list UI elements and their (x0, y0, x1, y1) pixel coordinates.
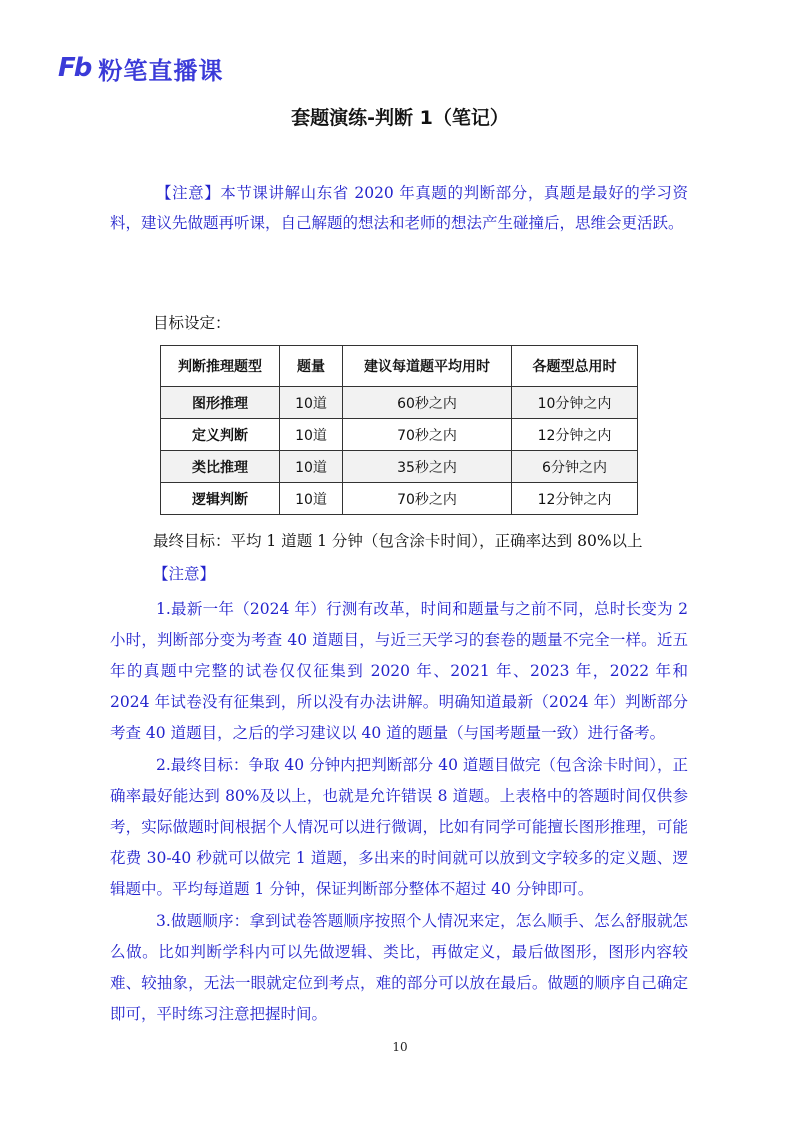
table-cell: 10分钟之内 (512, 387, 638, 419)
table-cell: 70秒之内 (343, 419, 512, 451)
note-item: 3.做题顺序：拿到试卷答题顺序按照个人情况来定，怎么顺手、怎么舒服就怎么做。比如判断学科内可以先做逻辑、类比，再做定义，最后做图形，图形内容较难、较抽象，无法一眼就定位到考点，难的部分可以放在最后。做题的顺序自己确定即可，平时练习注意把握时间。 (110, 912, 688, 1023)
logo-mark: Fb (58, 53, 91, 83)
table-cell: 10道 (280, 419, 343, 451)
table-cell: 35秒之内 (343, 451, 512, 483)
table-cell: 60秒之内 (343, 387, 512, 419)
table-row (161, 483, 638, 515)
page-number: 10 (392, 1040, 408, 1054)
table-header-row (161, 346, 638, 387)
table-cell: 70秒之内 (343, 483, 512, 515)
note-item: 1.最新一年（2024 年）行测有改革，时间和题量与之前不同，总时长变为 2 小时，判断部分变为考查 40 道题目，与近三天学习的套卷的题量不完全一样。近五年的真题中完整的试卷仅仅征集到 2020 年、2021 年、2023 年，2022 年和 2024 年试卷没有征集到，所以没有办法讲解。明确知道最新（2024 年）判断部分考查 40 道题目，之后的学习建议以 40 道的题量（与国考题量一致）进行备考。 (110, 600, 688, 742)
page-title: 套题演练-判断 1（笔记） (291, 107, 509, 129)
brand-logo (58, 53, 223, 83)
table-row (161, 419, 638, 451)
logo-text: 粉笔直播课 (98, 56, 224, 85)
column-header: 题量 (280, 346, 343, 387)
table-cell: 12分钟之内 (512, 483, 638, 515)
table-cell: 图形推理 (161, 387, 280, 419)
column-header: 建议每道题平均用时 (343, 346, 512, 387)
target-table (160, 345, 638, 515)
column-header: 各题型总用时 (512, 346, 638, 387)
table-row (161, 451, 638, 483)
table-cell: 10道 (280, 483, 343, 515)
final-goal-text: 最终目标：平均 1 道题 1 分钟（包含涂卡时间），正确率达到 80%以上 (153, 532, 643, 550)
table-cell: 10道 (280, 387, 343, 419)
goal-setting-label: 目标设定： (153, 314, 231, 332)
column-header: 判断推理题型 (161, 346, 280, 387)
table-row (161, 387, 638, 419)
table-cell: 类比推理 (161, 451, 280, 483)
note-item: 2.最终目标：争取 40 分钟内把判断部分 40 道题目做完（包含涂卡时间），正确率最好能达到 80%及以上，也就是允许错误 8 道题。上表格中的答题时间仅供参考，实际做题时间根据个人情况可以进行微调，比如有同学可能擅长图形推理，可能花费 30-40 秒就可以做完 1 道题，多出来的时间就可以放到文字较多的定义题、逻辑题中。平均每道题 1 分钟，保证判断部分整体不超过 40 分钟即可。 (110, 756, 688, 898)
table-cell: 12分钟之内 (512, 419, 638, 451)
table-cell: 逻辑判断 (161, 483, 280, 515)
table-cell: 10道 (280, 451, 343, 483)
table-cell: 定义判断 (161, 419, 280, 451)
note-paragraph: 【注意】本节课讲解山东省 2020 年真题的判断部分，真题是最好的学习资料，建议先做题再听课，自己解题的想法和老师的想法产生碰撞后，思维会更活跃。 (110, 184, 688, 232)
table-cell: 6分钟之内 (512, 451, 638, 483)
note-heading: 【注意】 (153, 565, 216, 583)
